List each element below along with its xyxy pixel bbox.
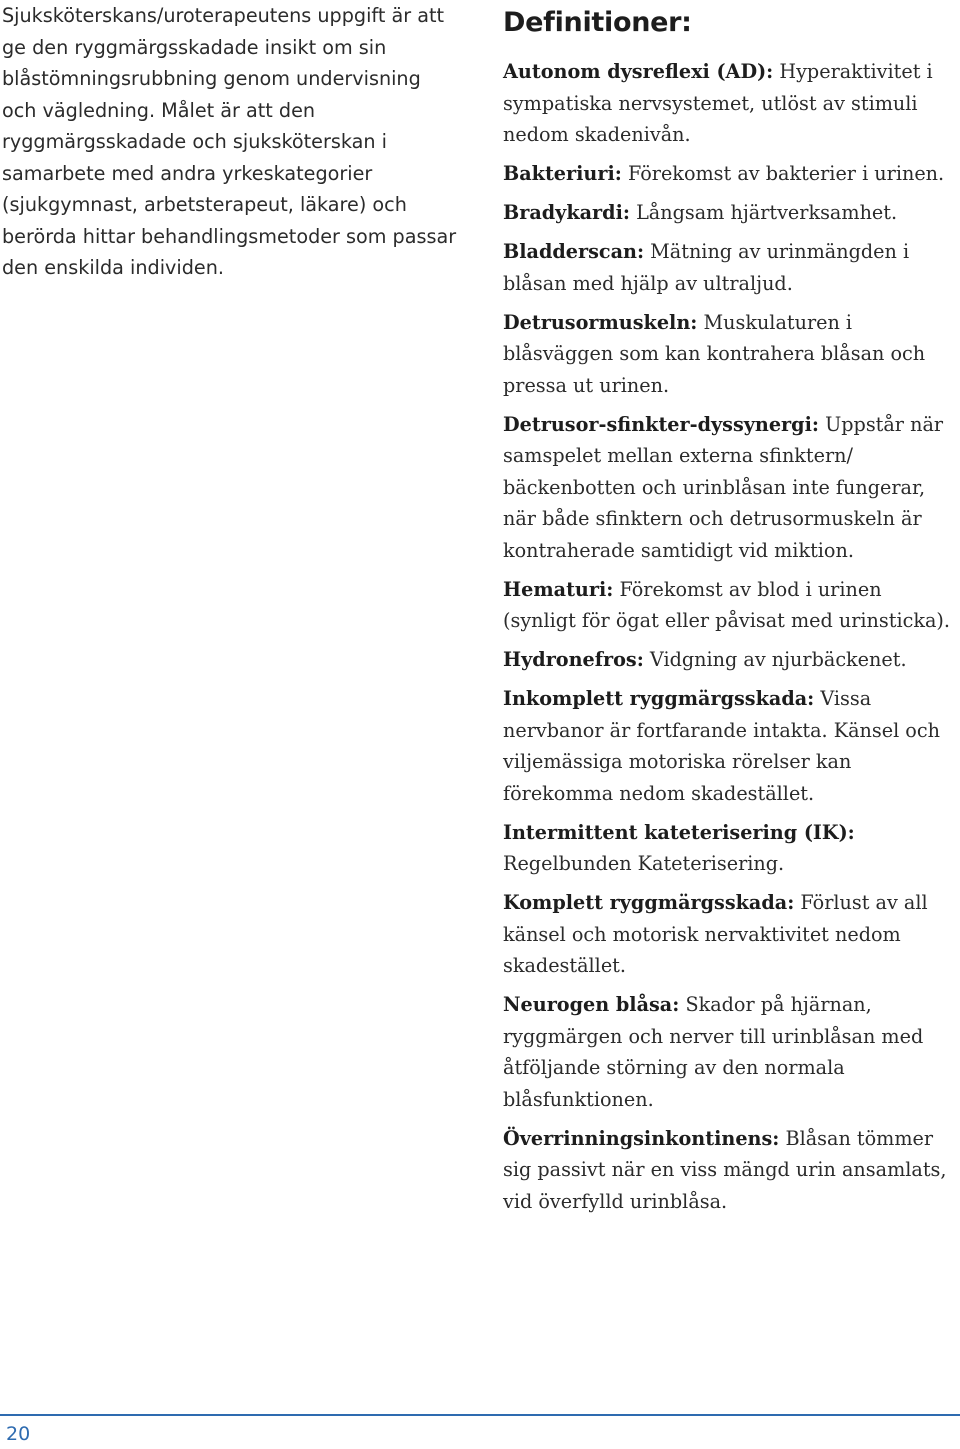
definition-text: Vissa nervbanor är fortfarande intakta. Känsel och viljemässiga motoriska rörelser kan förekomma nedom skadestället.	[503, 687, 940, 805]
definition-text: Mätning av urinmängden i blåsan med hjälp av ultraljud.	[503, 240, 910, 295]
definition-item	[503, 197, 955, 229]
definition-term: Hematuri:	[503, 577, 614, 601]
definition-term: Bradykardi:	[503, 201, 630, 224]
definitions-column	[503, 0, 955, 1225]
definition-item	[503, 817, 955, 880]
definition-term: Detrusor-sfinkter-dyssynergi:	[503, 412, 819, 436]
definition-text: Uppstår när samspelet mellan externa sfinktern/ bäckenbotten och urinblåsan inte fungerar, när både sfinktern och detrusormuskeln är kontraherade samtidigt vid miktion.	[503, 412, 944, 562]
definition-item	[503, 307, 955, 402]
definition-text: Muskulaturen i blåsväggen som kan kontrahera blåsan och pressa ut urinen.	[503, 310, 926, 397]
definition-term: Detrusormuskeln:	[503, 310, 698, 334]
definition-term: Bladderscan:	[503, 240, 645, 263]
definition-text: Förlust av all känsel och motorisk nervaktivitet nedom skadestället.	[503, 891, 928, 977]
definition-item	[503, 644, 955, 676]
definitions-list	[503, 56, 955, 1217]
definition-text: Förekomst av blod i urinen (synligt för ögat eller påvisat med urinsticka).	[503, 577, 950, 632]
definition-item	[503, 56, 955, 151]
definition-term: Inkomplett ryggmärgsskada:	[503, 687, 815, 710]
definition-text: Regelbunden Kateterisering.	[503, 852, 785, 875]
definition-item	[503, 1123, 955, 1218]
definition-term: Komplett ryggmärgsskada:	[503, 891, 795, 914]
page-number: 20	[6, 1423, 31, 1445]
definition-item	[503, 989, 955, 1115]
definition-item	[503, 683, 955, 809]
definition-text: Skador på hjärnan, ryggmärgen och nerver till urinblåsan med åtföljande störning av den normala blåsfunktionen.	[503, 993, 924, 1111]
definition-term: Hydronefros:	[503, 648, 644, 671]
intro-paragraph: Sjuksköterskans/uroterapeutens uppgift är att ge den ryggmärgsskadade insikt om sin blåstömningsrubbning genom undervisning och vägledning. Målet är att den ryggmärgsskadade och sjuksköterskan i samarbete med andra yrkeskategorier (sjukgymnast, arbetsterapeut, läkare) och berörda hittar behandlingsmetoder som passar den enskilda individen.	[2, 4, 457, 279]
definition-text: Hyperaktivitet i sympatiska nervsystemet, utlöst av stimuli nedom skadenivån.	[503, 60, 933, 146]
definition-item	[503, 158, 955, 190]
definition-text: Långsam hjärtverksamhet.	[636, 201, 898, 224]
definition-item	[503, 574, 955, 637]
definition-item	[503, 409, 955, 567]
footer-rule	[0, 1414, 960, 1416]
definition-item	[503, 887, 955, 982]
definition-term: Neurogen blåsa:	[503, 993, 680, 1016]
definition-text: Vidgning av njurbäckenet.	[649, 648, 907, 671]
definition-text: Förekomst av bakterier i urinen.	[627, 162, 945, 185]
definition-term: Autonom dysreflexi (AD):	[503, 60, 774, 83]
definitions-heading: Definitioner:	[503, 7, 692, 38]
definition-item	[503, 236, 955, 299]
definition-term: Bakteriuri:	[503, 162, 622, 185]
definition-term: Intermittent kateterisering (IK):	[503, 820, 855, 844]
definition-text: Blåsan tömmer sig passivt när en viss mängd urin ansamlats, vid överfylld urinblåsa.	[503, 1126, 947, 1213]
definition-term: Överrinningsinkontinens:	[503, 1126, 780, 1150]
